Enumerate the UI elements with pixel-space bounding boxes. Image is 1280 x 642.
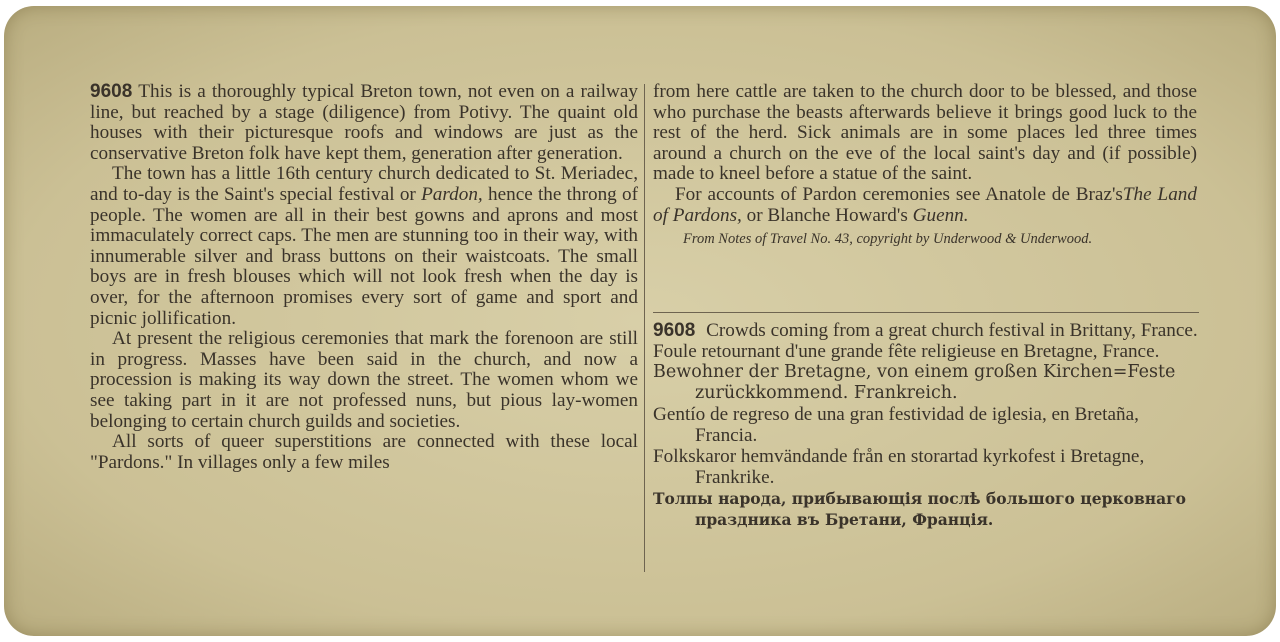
card-number: 9608	[90, 81, 133, 102]
caption-swedish: Folkskaror hemvändande från en storartad kyrkofest i Bretagne, Frankrike.	[653, 446, 1145, 488]
caption-spanish: Gentío de regreso de una gran festividad de iglesia, en Bretaña, Francia.	[653, 404, 1139, 446]
multilingual-captions	[653, 320, 1199, 530]
description-right-column	[653, 82, 1197, 248]
stereoview-card-back	[4, 6, 1276, 636]
paragraph-intro: 9608 This is a thoroughly typical Breton town, not even on a railway line, but reached by a stage (diligence) from Potivy. The quaint old houses with their picturesque roofs and windows are just as the conservative Breton folk have kept them, generation after generation.	[90, 81, 638, 164]
paragraph-superstitions: All sorts of queer superstitions are connected with these local "Pardons." In villages only a few miles	[90, 431, 638, 473]
column-divider	[644, 84, 645, 572]
paragraph-church: The town has a little 16th century church dedicated to St. Meriadec, and to-day is the Saint's special festival or Pardon, hence the throng of people. The women are all in their best gowns and aprons and most immaculately correct caps. The men are stunning too in their way, with innumerable silver and brass buttons on their waistcoats. The small boys are in fresh blouses which will not look fresh when the day is over, for the afternoon promises every sort of game and sport and picnic jollification.	[90, 163, 638, 329]
copyright-credit: From Notes of Travel No. 43, copyright by Underwood & Underwood.	[683, 231, 1093, 248]
paragraph-ceremonies: At present the religious ceremonies that mark the forenoon are still in progress. Masses have been said in the church, and now a procession is making its way down the street. The women whom we see taking part in it are not professed nuns, but pious lay-women belonging to certain church guilds and societies.	[90, 328, 638, 432]
paragraph-cattle: from here cattle are taken to the church door to be blessed, and those who purchase the beasts afterwards believe it brings good luck to the rest of the herd. Sick animals are in some places led three times around a church on the eve of the local saint's day and (if possible) made to kneel before a statue of the saint.	[653, 81, 1197, 185]
caption-english: 9608 Crowds coming from a great church festival in Brittany, France.	[653, 320, 1198, 341]
paragraph-references: For accounts of Pardon ceremonies see Anatole de Braz'sThe Land of Pardons, or Blanche Howard's Guenn.	[653, 183, 1197, 226]
caption-german: Bewohner der Bretagne, von einem großen Kirchen=Feste zurückkommend. Frankreich.	[653, 362, 1176, 403]
caption-russian: Толпы народа, прибывающія послѣ большого церковнаго праздника въ Бретани, Франція.	[653, 489, 1186, 529]
caption-french: Foule retournant d'une grande fête religieuse en Bretagne, France.	[653, 341, 1160, 362]
caption-separator	[653, 312, 1199, 313]
description-left-column	[90, 82, 638, 473]
